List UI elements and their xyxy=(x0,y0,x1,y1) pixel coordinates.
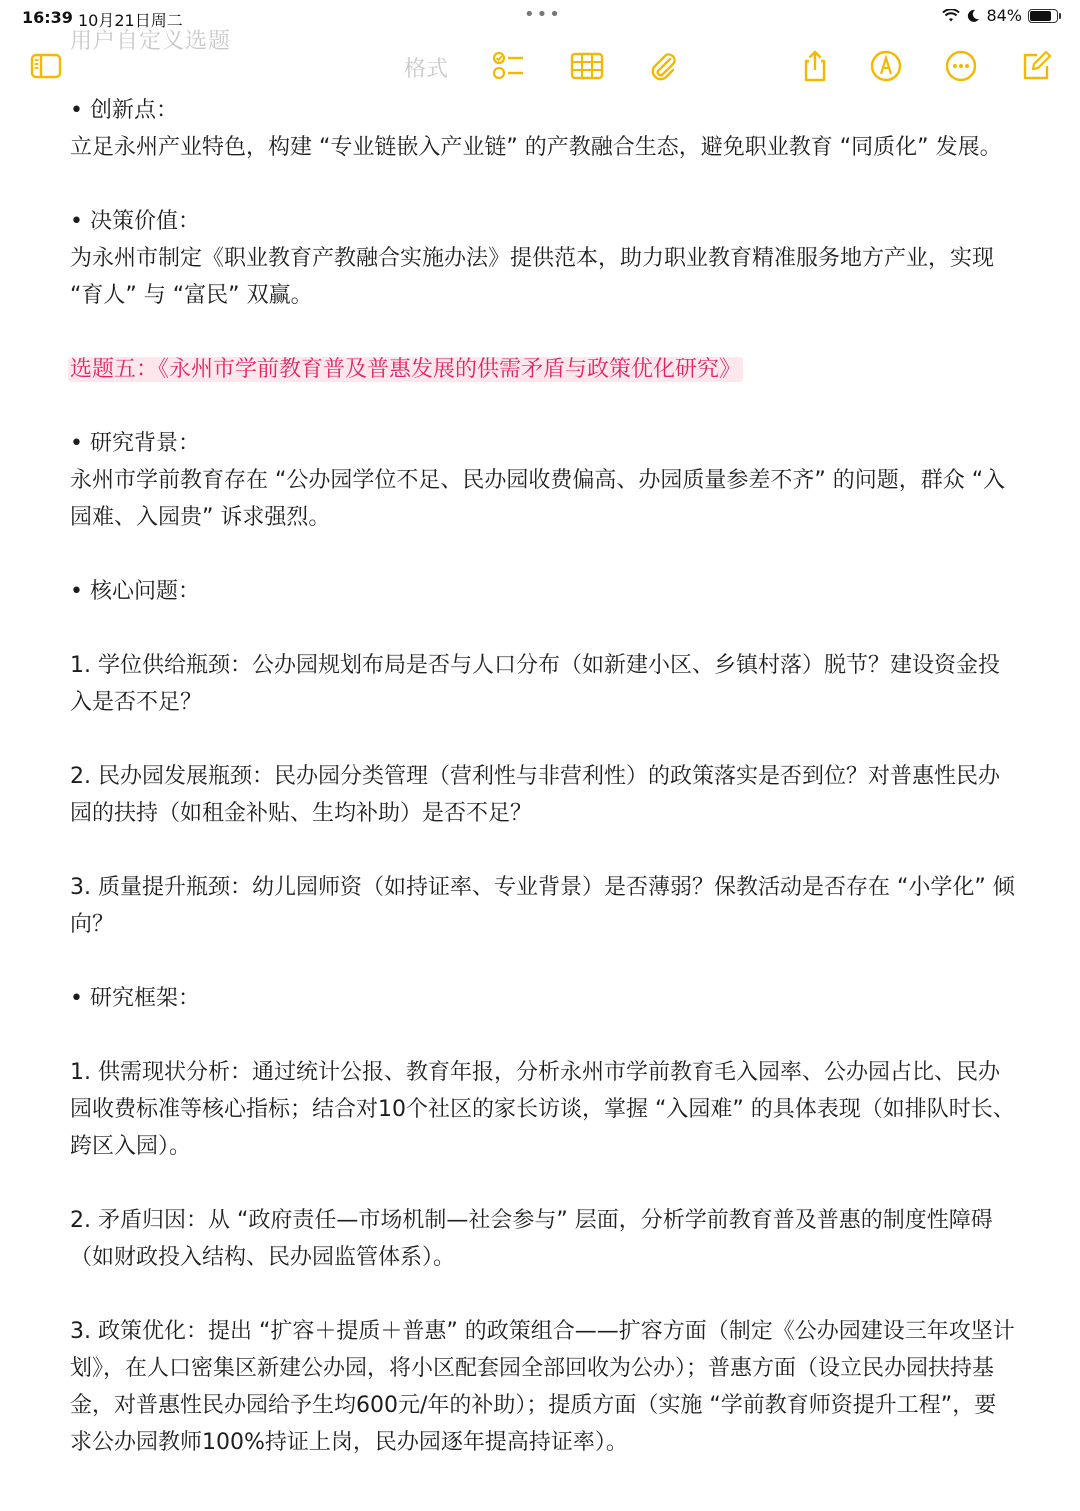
more-options-icon[interactable] xyxy=(943,48,979,84)
wifi-icon xyxy=(942,9,960,23)
markup-pen-icon[interactable] xyxy=(868,48,904,84)
table-icon[interactable] xyxy=(569,48,605,84)
format-button[interactable]: 格式 xyxy=(404,57,449,82)
checklist-icon[interactable] xyxy=(490,48,526,84)
topic-five-heading: 选题五：《永州市学前教育普及普惠发展的供需矛盾与政策优化研究》 xyxy=(70,357,742,382)
status-indicators xyxy=(942,6,1058,25)
core-problems-label: • 核心问题： xyxy=(70,579,200,604)
core-problem-item: 1. 学位供给瓶颈：公办园规划布局是否与人口分布（如新建小区、乡镇村落）脱节？建设资金投入是否不足？ xyxy=(70,653,1000,715)
sidebar-toggle-icon[interactable] xyxy=(28,48,64,84)
multitasking-dots-icon[interactable]: ••• xyxy=(524,4,562,25)
background-label: • 研究背景： xyxy=(70,431,200,456)
compose-new-note-icon[interactable] xyxy=(1018,48,1054,84)
share-icon[interactable] xyxy=(797,48,833,84)
framework-label: • 研究框架： xyxy=(70,986,200,1011)
core-problem-item: 3. 质量提升瓶颈：幼儿园师资（如持证率、专业背景）是否薄弱？保教活动是否存在 “小学化” 倾向？ xyxy=(70,875,1015,937)
innovation-text: 立足永州产业特色，构建 “专业链嵌入产业链” 的产教融合生态，避免职业教育 “同质化” 发展。 xyxy=(70,135,1002,160)
note-body[interactable] xyxy=(70,92,1015,1461)
battery-icon xyxy=(1028,9,1058,23)
framework-item: 3. 政策优化：提出 “扩容＋提质＋普惠” 的政策组合——扩容方面（制定《公办园建设三年攻坚计划》，在人口密集区新建公办园，将小区配套园全部回收为公办）；普惠方面（设立民办园扶持基金，对普惠性民办园给予生均600元/年的补助）；提质方面（实施 “学前教育师资提升工程”，要求公办园教师100%持证上岗，民办园逐年提高持证率）。 xyxy=(70,1319,1015,1455)
framework-item: 1. 供需现状分析：通过统计公报、教育年报，分析永州市学前教育毛入园率、公办园占比、民办园收费标准等核心指标；结合对10个社区的家长访谈，掌握 “入园难” 的具体表现（如排队时长、跨区入园）。 xyxy=(70,1060,1015,1159)
background-text: 永州市学前教育存在 “公办园学位不足、民办园收费偏高、办园质量参差不齐” 的问题，群众 “入园难、入园贵” 诉求强烈。 xyxy=(70,468,1006,530)
decision-label: • 决策价值： xyxy=(70,209,200,234)
decision-text: 为永州市制定《职业教育产教融合实施办法》提供范本，助力职业教育精准服务地方产业，实现 “育人” 与 “富民” 双赢。 xyxy=(70,246,995,308)
status-time: 16:39 xyxy=(22,8,73,27)
scrolled-title-fragment: 用户自定义选题 xyxy=(70,29,232,54)
moon-icon xyxy=(966,9,980,23)
attachment-icon[interactable] xyxy=(645,48,681,84)
status-date: 10月21日周二 xyxy=(78,11,183,30)
framework-item: 2. 矛盾归因：从 “政府责任—市场机制—社会参与” 层面，分析学前教育普及普惠的制度性障碍（如财政投入结构、民办园监管体系）。 xyxy=(70,1208,993,1270)
toolbar xyxy=(0,40,1080,92)
battery-percent: 84% xyxy=(986,6,1022,25)
innovation-label: • 创新点： xyxy=(70,98,178,123)
core-problem-item: 2. 民办园发展瓶颈：民办园分类管理（营利性与非营利性）的政策落实是否到位？对普惠性民办园的扶持（如租金补贴、生均补助）是否不足？ xyxy=(70,764,1000,826)
